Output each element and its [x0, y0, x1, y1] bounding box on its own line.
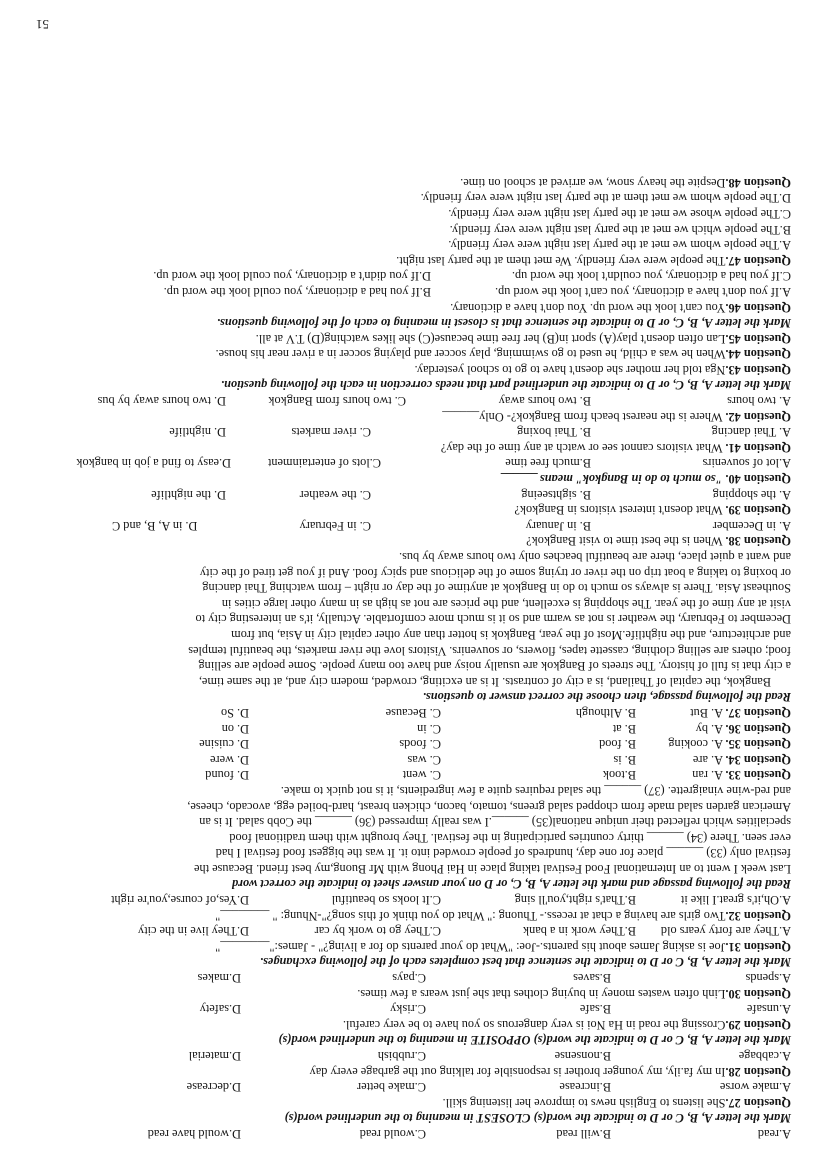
q29-options: A.unsafe B.safe C.risky D.safety — [199, 1002, 791, 1017]
q28-options: A.cabbage B.nonsense C.rubbish D.material — [188, 1049, 791, 1064]
passage-food-festival: Last week I went to an International Food Festival taking place in Hai Phong with Mr Buong,my best friend. Because the festival only (33) ______ place for one day, hundreds of people crowded into it. It was the biggest food festival I had ever seen. There (34) ______ thirty countries participating in the festival. They brought with them traditional food specialities which reflected their unique national(35) ______.I was really impressed (36) ______ the Cobb salad. It is an American garden salad made from chopped salad greens, tomato, bacon, chicken breast, hard-boiled egg, avocado, cheese, and red-wine vinaigrette. (37) ______ the salad requires quite a few ingredients, it is not quick to make. — [187, 783, 791, 876]
q47-option-d: D.The people whom we met them at the party last night were very friendly. — [420, 191, 791, 206]
passage-bangkok: Bangkok, the capital of Thailand, is a city of contrasts. It is an exciting, crowded, modern city and, at the same time, a city that is full of history. The streets of Bangkok are usually noisy and have too many people. Some people are selling food; others are selling clothing, cassette tapes, flowers, or souvenirs. Visitors love the river markets, the beautiful temples and architecture, and the nightlife.Most of the year, Bangkok is hotter than any other capital city in Asia, but from December to February, the weather is not as warm and so it is much more comfortable. Actually, it's an interesting city to visit at any time of the year. The shopping is excellent, and the prices are not as high as in many other large cities in Southeast Asia. There is always so much to do in Bangkok at anytime of the day or night – from watching Thai dancing or boxing to taking a boat trip on the river or trying some of the delicious and spicy food. And if you get tired of the city and want a quiet place, there are beautiful beaches only two hours away by bus. — [188, 550, 791, 689]
instruction-closest-words: Mark the letter A, B, C or D to indicate the word(s) CLOSEST in meaning to the underlined word(s) — [284, 1111, 791, 1126]
q35-row: Question 35. A. cooking B. food C. foods D. cuisine — [199, 737, 791, 752]
q47-option-a: A.The people whom we met at the party last night were very friendly. — [448, 238, 791, 253]
q41-options: A. Thai dancing B. Thai boxing C. river markets D. nightlife — [169, 425, 791, 440]
q48-stem: Question 48.Despite the heavy snow, we arrived at school on time. — [460, 175, 791, 190]
instruction-opposite-words: Mark the letter A, B, C or D to indicate the word(s) OPPOSITE in meaning to the underlined word(s) — [278, 1033, 791, 1048]
q47-option-b: B.The people which we met at the party last night were very friendly. — [449, 222, 791, 237]
q26-options — [34, 1125, 791, 1141]
q26-option-d: D.would have read — [147, 1127, 241, 1141]
q45-stem: Question 45.Lan often doesn't play(A) sport in(B) her free time because(C) she likes watching(D) T.V at all. — [255, 331, 791, 346]
q46-options-cd: C.If you had a dictionary, you couldn't look the word up. D.If you didn't a dictionary, you could look the word up. — [153, 269, 791, 284]
q31-options: A.They are forty years old B.They work in a bank C.They go to work by car D.They live in the city — [138, 924, 791, 939]
instruction-closest-sentence: Mark the letter A, B, C, or D to indicate the sentence that is closest in meaning to each of the following questions. — [216, 316, 791, 331]
instruction-passage-1: Read the following passage and mark the letter A, B, C, or D on your answer sheet to indicate the correct word — [231, 877, 791, 892]
q47-stem: Question 47.The people were very friendly. We met them at the party last night. — [396, 253, 791, 268]
q39-stem: Question 39. What doesn't interest visitors in Bangkok? — [514, 503, 791, 518]
q37-row: Question 37. A. But B. Although C. Because D. So — [220, 705, 791, 720]
q36-row: Question 36. A. by B. at C. in D. on — [221, 721, 791, 736]
instruction-error-correction: Mark the letter A, B, C, or D to indicate the underlined part that needs correction in each the following question. — [220, 378, 791, 393]
q32-stem: Question 32.Two girls are having a chat at recess.- Thuong :" What do you think of this song?"-Nhung: " ________" — [215, 908, 791, 923]
q39-options: A. the shopping B. sightseeing C. the weather D. the nightlife — [151, 487, 791, 502]
q31-stem: Question 31.Joe is asking James about his parents.-Joe: "What do your parents do for a living?" - James:"________" — [215, 939, 791, 954]
q38-options: A. in December B. in January C. in February — [299, 518, 791, 533]
q28-stem: Question 28.In my fa.ily, my younger brother is responsible for talking out the garbage every day — [309, 1064, 791, 1079]
q26-option-a: A.read — [757, 1127, 791, 1141]
q42-stem: Question 42. Where is the nearest beach from Bangkok?- Only______ — [442, 409, 791, 424]
instruction-passage-2: Read the following passage, then choose the correct answer to questions. — [422, 690, 791, 705]
q32-options: A.Oh,it's great.I like it B.That's right,you'll sing C.It looks so beautiful D.Yes,of course,you're right — [111, 893, 791, 908]
instruction-exchanges: Mark the letter A, B, C or D to indicate the sentence that best completes each of the following exchanges. — [259, 955, 791, 970]
q26-option-c: C.would read — [359, 1127, 426, 1141]
q46-stem: Question 46.You can't look the word up. You don't have a dictionary. — [450, 300, 791, 315]
worksheet-content — [34, 174, 791, 1141]
q29-stem: Question 29.Crossing the road in Ha Noi is very dangerous so you have to be very careful. — [342, 1017, 791, 1032]
q43-stem: Question 43.Nga told her mother she doesn't have to go to school yesterday. — [414, 362, 791, 377]
q47-option-c: C.The people whose we met at the party last night were very friendly. — [448, 206, 791, 221]
q46-options-ab: A.If you don't have a dictionary, you can't look the word up. B.If you had a dictionary, you could look the word up. — [163, 284, 791, 299]
q44-stem: Question 44.When he was a child, he used to go swimming, play soccer and playing soccer in a river near his house. — [215, 347, 791, 362]
q30-options: A.spends B.saves C.pays D.makes — [197, 971, 791, 986]
q33-row: Question 33. A. ran B.took C. went D. found — [205, 768, 791, 783]
q27-options: A.make worse B.increase C.make better D.decrease — [186, 1080, 791, 1095]
q30-stem: Question 30.Linh often wastes money in buying clothes that she just wears a few times. — [357, 986, 791, 1001]
q27-stem: Question 27.She listens to English news to improve her listening skill. — [442, 1095, 791, 1110]
q40-stem: Question 40. "so much to do in Bangkok" means ______ — [499, 472, 791, 487]
q26-option-b: B.will read — [556, 1127, 611, 1141]
q41-stem: Question 41. What visitors cannot see or watch at any time of the day? — [440, 440, 791, 455]
q40-options: A.lot of souvenirs B.much free time C.lots of entertainment D.easy to find a job in bangkok — [76, 456, 791, 471]
q38-option-d: D. in A, B, and C — [112, 518, 198, 533]
q34-row: Question 34. A. are B. is C. was D. were — [210, 752, 791, 767]
q42-options: A. two hours B. two hours away C. two hours from Bangkok D. two hours away by bus — [97, 394, 791, 409]
q38-stem: Question 38. When is the best time to visit Bangkok? — [526, 534, 791, 549]
page-number: 51 — [36, 17, 49, 32]
